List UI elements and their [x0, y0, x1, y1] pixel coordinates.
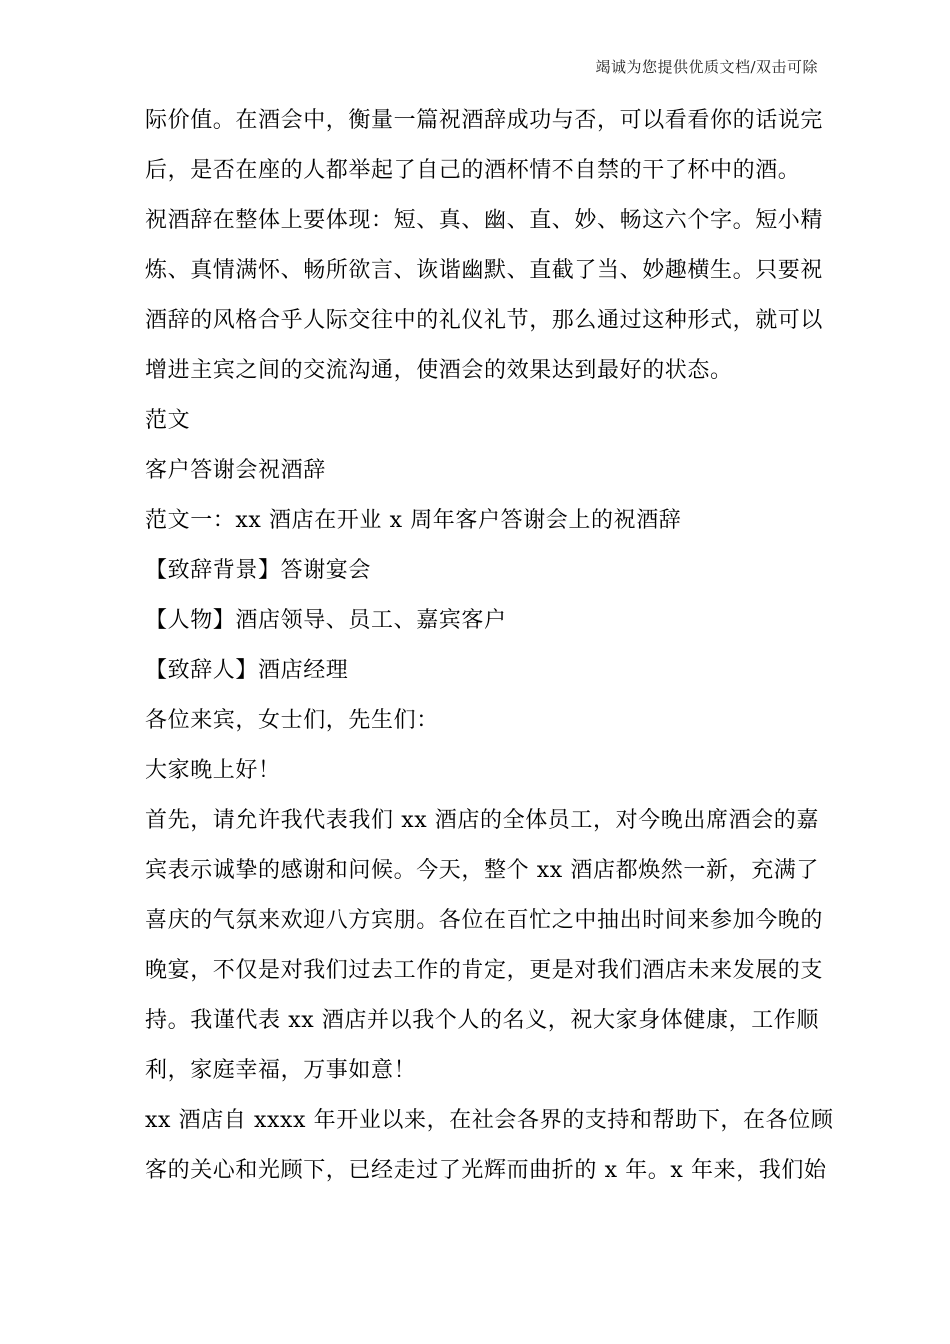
speech-people: 【人物】酒店领导、员工、嘉宾客户 [145, 608, 507, 633]
text-line: 宾表示诚挚的感谢和问候。今天，整个 xx 酒店都焕然一新，充满了 [145, 858, 820, 883]
section-heading: 范文 [145, 408, 191, 433]
text-line: 晚宴，不仅是对我们过去工作的肯定，更是对我们酒店未来发展的支 [145, 958, 824, 983]
greeting: 大家晚上好！ [145, 758, 281, 783]
salutation: 各位来宾，女士们，先生们： [145, 708, 439, 733]
text-line: 利，家庭幸福，万事如意！ [145, 1058, 417, 1083]
text-line: 酒辞的风格合乎人际交往中的礼仪礼节，那么通过这种形式，就可以 [145, 308, 824, 333]
document-body [145, 96, 834, 1196]
text-line: 首先，请允许我代表我们 xx 酒店的全体员工，对今晚出席酒会的嘉 [145, 808, 820, 833]
text-line: 后，是否在座的人都举起了自己的酒杯情不自禁的干了杯中的酒。 [145, 158, 801, 183]
text-line: 祝酒辞在整体上要体现：短、真、幽、直、妙、畅这六个字。短小精 [145, 208, 824, 233]
header-note: 竭诚为您提供优质文档/双击可除 [595, 58, 818, 76]
speech-speaker: 【致辞人】酒店经理 [145, 658, 349, 683]
document-title: 客户答谢会祝酒辞 [145, 458, 326, 483]
text-line: 际价值。在酒会中，衡量一篇祝酒辞成功与否，可以看看你的话说完 [145, 108, 824, 133]
sample-title: 范文一：xx 酒店在开业 x 周年客户答谢会上的祝酒辞 [145, 508, 682, 533]
text-line: xx 酒店自 xxxx 年开业以来，在社会各界的支持和帮助下，在各位顾 [145, 1108, 834, 1133]
text-line: 喜庆的气氛来欢迎八方宾朋。各位在百忙之中抽出时间来参加今晚的 [145, 908, 824, 933]
speech-background: 【致辞背景】答谢宴会 [145, 558, 372, 583]
text-line: 炼、真情满怀、畅所欲言、诙谐幽默、直截了当、妙趣横生。只要祝 [145, 258, 824, 283]
text-line: 增进主宾之间的交流沟通，使酒会的效果达到最好的状态。 [145, 358, 733, 383]
text-line: 客的关心和光顾下，已经走过了光辉而曲折的 x 年。x 年来，我们始 [145, 1158, 827, 1183]
text-line: 持。我谨代表 xx 酒店并以我个人的名义，祝大家身体健康，工作顺 [145, 1008, 820, 1033]
